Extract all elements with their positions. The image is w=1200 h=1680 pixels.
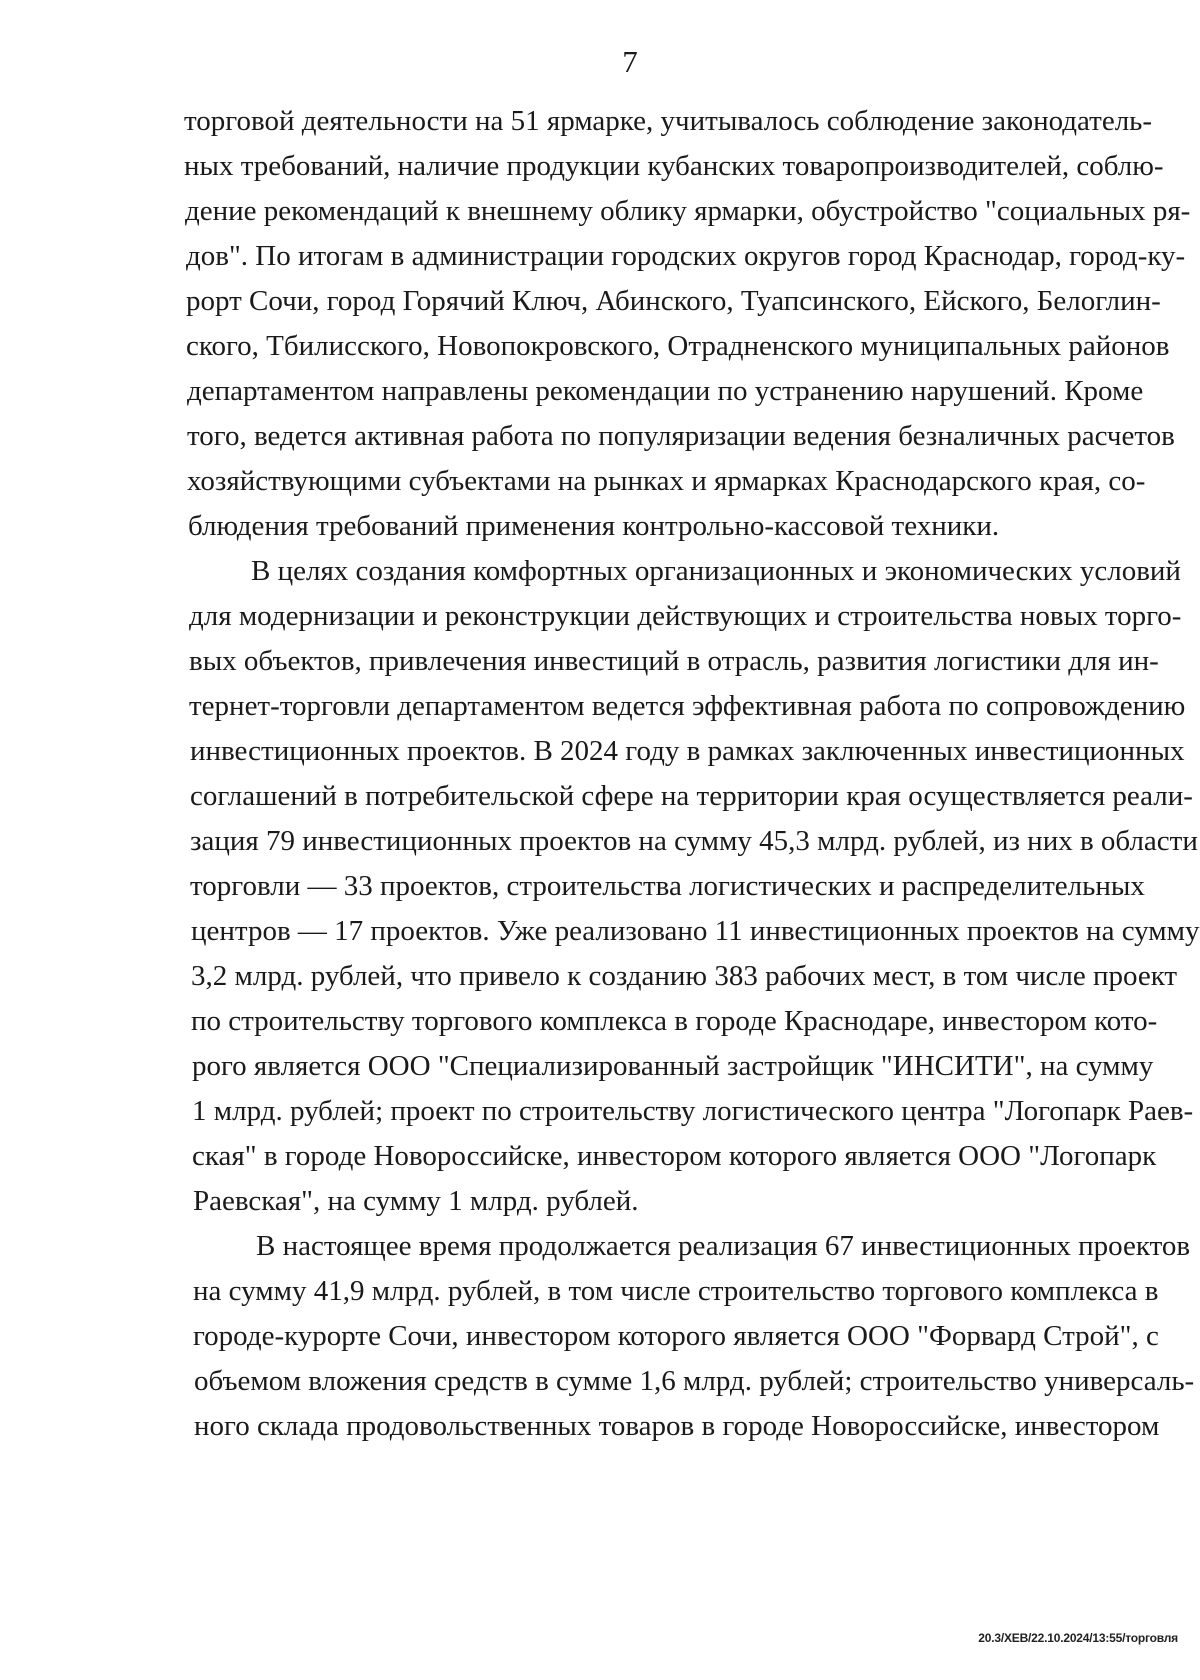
footer-stamp: 20.3/ХЕВ/22.10.2024/13:55/торговля [978,1631,1178,1645]
text-line: дов". По итогам в администрации городских округов город Краснодар, город-ку- [186,240,1186,272]
text-line: инвестиционных проектов. В 2024 году в рамках заключенных инвестиционных [190,735,1185,767]
text-line: рого является ООО "Специализированный застройщик "ИНСИТИ", на сумму [192,1050,1154,1082]
text-line: ных требований, наличие продукции кубанских товаропроизводителей, соблю- [184,150,1164,182]
text-line: хозяйствующими субъектами на рынках и ярмарках Краснодарского края, со- [187,465,1146,497]
text-line: блюдения требований применения контрольно-кассовой техники. [188,510,1000,542]
text-line: 1 млрд. рублей; проект по строительству логистического центра "Логопарк Раев- [192,1095,1194,1127]
text-line: зация 79 инвестиционных проектов на сумму 45,3 млрд. рублей, из них в области [190,825,1198,857]
text-line: ского, Тбилисского, Новопокровского, Отрадненского муниципальных районов [186,330,1170,362]
text-line: городе-курорте Сочи, инвестором которого является ООО "Форвард Строй", с [193,1320,1159,1352]
text-line: 3,2 млрд. рублей, что привело к созданию 383 рабочих мест, в том числе проект [191,960,1178,992]
text-line: вых объектов, привлечения инвестиций в отрасль, развития логистики для ин- [189,645,1159,677]
text-line: департаментом направлены рекомендации по устранению нарушений. Кроме [187,375,1144,407]
text-line: для модернизации и реконструкции действующих и строительства новых торго- [189,600,1182,632]
text-line: тернет-торговли департаментом ведется эффективная работа по сопровождению [189,690,1186,722]
text-line: рорт Сочи, город Горячий Ключ, Абинского, Туапсинского, Ейского, Белоглин- [186,285,1161,317]
text-line: по строительству торгового комплекса в городе Краснодаре, инвестором кото- [191,1005,1158,1037]
text-line: дение рекомендаций к внешнему облику ярмарки, обустройство "социальных ря- [185,195,1191,227]
page-number: 7 [622,44,638,79]
text-line: торговой деятельности на 51 ярмарке, учитывалось соблюдение законодатель- [184,105,1153,137]
text-line: В настоящее время продолжается реализация 67 инвестиционных проектов [256,1230,1191,1262]
text-line: В целях создания комфортных организационных и экономических условий [251,555,1181,587]
text-line: Раевская", на сумму 1 млрд. рублей. [193,1185,639,1217]
text-line: ская" в городе Новороссийске, инвестором которого является ООО "Логопарк [192,1140,1157,1172]
text-line: соглашений в потребительской сфере на территории края осуществляется реали- [190,780,1193,812]
text-line: на сумму 41,9 млрд. рублей, в том числе строительство торгового комплекса в [193,1275,1159,1307]
text-line: объемом вложения средств в сумме 1,6 млрд. рублей; строительство универсаль- [194,1365,1195,1397]
text-line: того, ведется активная работа по популяризации ведения безналичных расчетов [187,420,1175,452]
text-line: центров — 17 проектов. Уже реализовано 11 инвестиционных проектов на сумму [191,915,1200,947]
text-line: ного склада продовольственных товаров в городе Новороссийске, инвестором [194,1410,1160,1442]
text-line: торговли — 33 проектов, строительства логистических и распределительных [190,870,1145,902]
